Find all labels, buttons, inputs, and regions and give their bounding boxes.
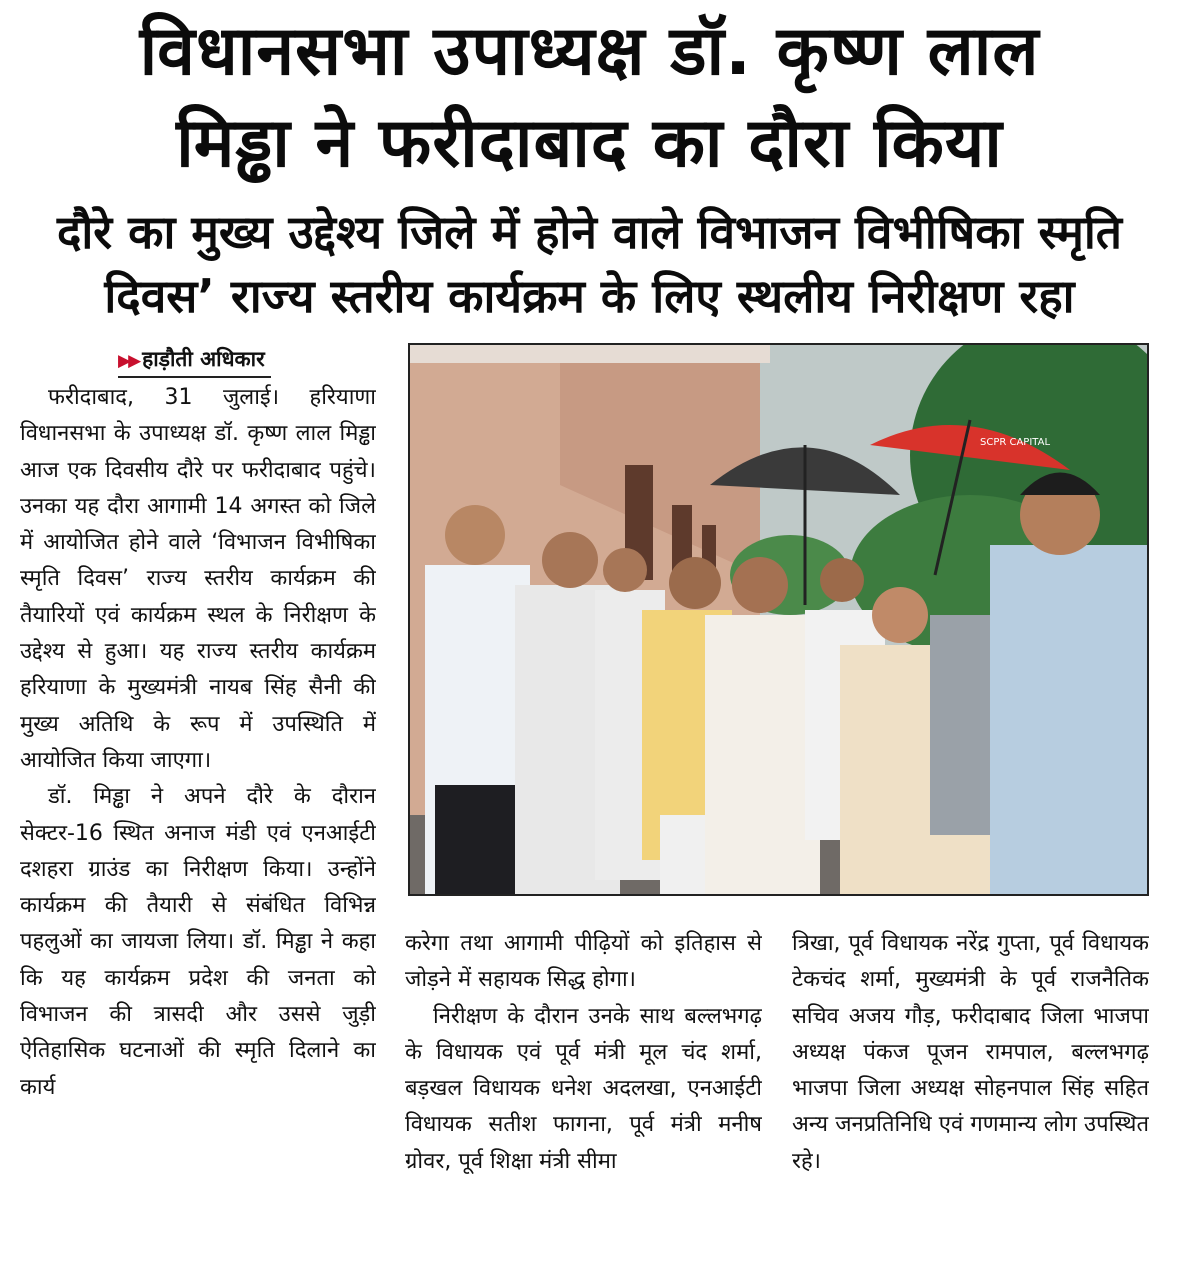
headline-line-1: विधानसभा उपाध्यक्ष डॉ. कृष्ण लाल bbox=[139, 12, 1040, 91]
article-column-3 bbox=[792, 926, 1149, 1256]
subheadline-line-1: दौरे का मुख्य उद्देश्य जिले में होने वाले विभाजन विभीषिका स्मृति bbox=[56, 205, 1123, 259]
article-paragraph-1: फरीदाबाद, 31 जुलाई। हरियाणा विधानसभा के उपाध्यक्ष डॉ. कृष्ण लाल मिड्ढा आज एक दिवसीय दौरे पर फरीदाबाद पहुंचे। उनका यह दौरा आगामी 14 अगस्त को जिले में आयोजित होने वाले ‘विभाजन विभीषिका स्मृति दिवस’ राज्य स्तरीय कार्यक्रम की तैयारियों एवं कार्यक्रम स्थल के निरीक्षण के उद्देश्य से हुआ। यह राज्य स्तरीय कार्यक्रम हरियाणा के मुख्यमंत्री नायब सिंह सैनी की मुख्य अतिथि के रूप में उपस्थिति में आयोजित किया जाएगा। bbox=[20, 385, 376, 773]
article-paragraph-3: निरीक्षण के दौरान उनके साथ बल्लभगढ़ के विधायक एवं पूर्व मंत्री मूल चंद शर्मा, बड़खल विधायक धनेश अदलखा, एनआईटी विधायक सतीश फागना, पूर्व मंत्री मनीष ग्रोवर, पूर्व शिक्षा मंत्री सीमा bbox=[405, 1003, 762, 1174]
article-paragraph-2-continued: करेगा तथा आगामी पीढ़ियों को इतिहास से जोड़ने में सहायक सिद्ध होगा। bbox=[405, 931, 762, 993]
article-paragraph-2: डॉ. मिड्ढा ने अपने दौरे के दौरान सेक्टर-16 स्थित अनाज मंडी एवं एनआईटी दशहरा ग्राउंड का निरीक्षण किया। उन्होंने कार्यक्रम की तैयारी से संबंधित विभिन्न पहलुओं का जायजा लिया। डॉ. मिड्ढा ने कहा कि यह कार्यक्रम प्रदेश की जनता को विभाजन की त्रासदी और उससे जुड़ी ऐतिहासिक घटनाओं की स्मृति दिलाने का कार्य bbox=[20, 784, 376, 1100]
double-arrow-icon: ▶▶ bbox=[118, 351, 139, 371]
article-paragraph-3-continued: त्रिखा, पूर्व विधायक नरेंद्र गुप्ता, पूर्व विधायक टेकचंद शर्मा, मुख्यमंत्री के पूर्व राजनैतिक सचिव अजय गौड़, फरीदाबाद जिला भाजपा अध्यक्ष पंकज पूजन रामपाल, बल्लभगढ़ भाजपा जिला अध्यक्ष सोहनपाल सिंह सहित अन्य जनप्रतिनिधि एवं गणमान्य लोग उपस्थित रहे। bbox=[792, 931, 1149, 1174]
umbrella-text: SCPR CAPITAL bbox=[980, 437, 1051, 448]
byline-source: हाड़ौती अधिकार bbox=[142, 347, 265, 371]
article-column-1 bbox=[20, 380, 376, 1260]
photo-illustration bbox=[410, 345, 1149, 896]
news-photo bbox=[408, 343, 1149, 896]
headline-line-2: मिड्ढा ने फरीदाबाद का दौरा किया bbox=[176, 104, 1003, 183]
byline bbox=[118, 342, 271, 378]
subheadline-line-2: दिवस’ राज्य स्तरीय कार्यक्रम के लिए स्थलीय निरीक्षण रहा bbox=[104, 269, 1075, 323]
article-column-2 bbox=[405, 926, 762, 1256]
